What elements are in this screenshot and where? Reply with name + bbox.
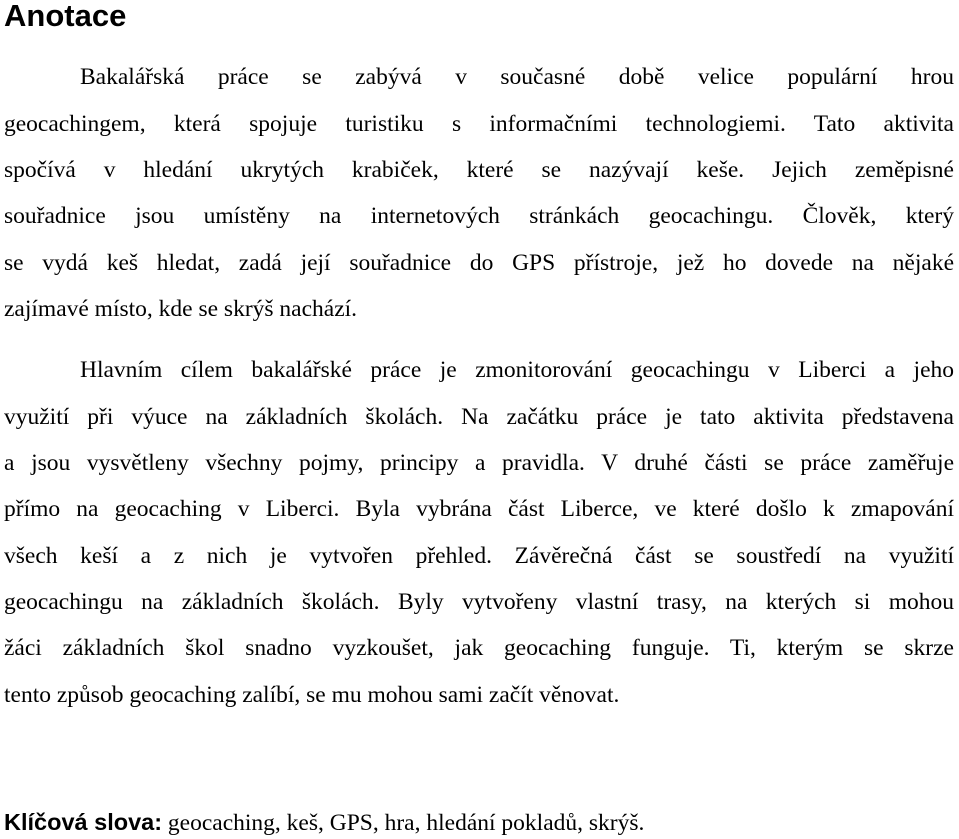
paragraph-1-line-4: souřadnice jsou umístěny na internetových stránkách geocachingu. Člověk, který (4, 203, 954, 229)
keywords-label: Klíčová slova: (4, 809, 163, 835)
paragraph-1-line-5: se vydá keš hledat, zadá její souřadnice do GPS přístroje, jež ho dovede na nějaké (4, 250, 954, 276)
paragraph-1-line-6: zajímavé místo, kde se skrýš nachází. (4, 296, 358, 322)
paragraph-2-line-7: žáci základních škol snadno vyzkoušet, jak geocaching funguje. Ti, kterým se skrze (4, 635, 954, 661)
page-title: Anotace (4, 0, 127, 33)
paragraph-2-line-1: Hlavním cílem bakalářské práce je zmonitorování geocachingu v Liberci a jeho (80, 357, 954, 383)
paragraph-2-line-6: geocachingu na základních školách. Byly vytvořeny vlastní trasy, na kterých si mohou (4, 589, 954, 615)
paragraph-2-line-8: tento způsob geocaching zalíbí, se mu mohou sami začít věnovat. (4, 682, 620, 708)
paragraph-1-line-1: Bakalářská práce se zabývá v současné době velice populární hrou (80, 64, 954, 90)
paragraph-2-line-2: využití při výuce na základních školách. Na začátku práce je tato aktivita představena (4, 404, 954, 430)
paragraph-2-line-3: a jsou vysvětleny všechny pojmy, principy a pravidla. V druhé části se práce zaměřuje (4, 450, 954, 476)
keywords-value: geocaching, keš, GPS, hra, hledání pokladů, skrýš. (162, 810, 645, 836)
paragraph-1-line-2: geocachingem, která spojuje turistiku s informačními technologiemi. Tato aktivita (4, 111, 954, 137)
paragraph-2-line-4: přímo na geocaching v Liberci. Byla vybrána část Liberce, ve které došlo k zmapování (4, 496, 954, 522)
keywords (4, 807, 644, 837)
paragraph-1-line-3: spočívá v hledání ukrytých krabiček, které se nazývají keše. Jejich zeměpisné (4, 157, 954, 183)
paragraph-2-line-5: všech keší a z nich je vytvořen přehled. Závěrečná část se soustředí na využití (4, 543, 954, 569)
